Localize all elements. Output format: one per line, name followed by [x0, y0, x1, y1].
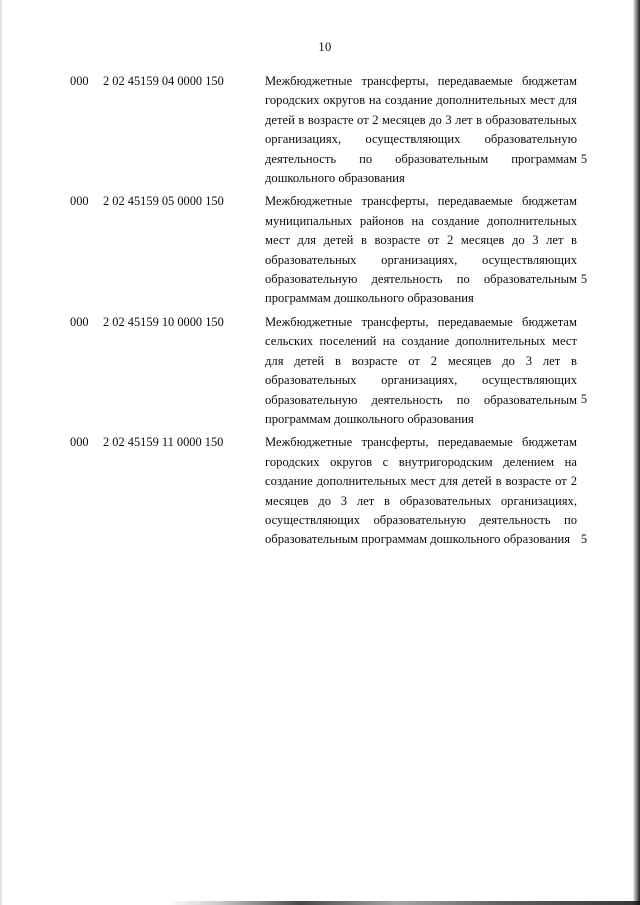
budget-classification-code-cell: 2 02 45159 04 0000 150 [103, 74, 224, 88]
annex-reference-cell: 5 [580, 532, 588, 547]
page-number-value: 10 [318, 40, 332, 54]
table-row [0, 192, 640, 308]
table-row [0, 313, 640, 429]
budget-classification-code-cell: 2 02 45159 11 0000 150 [103, 435, 224, 450]
table-row [0, 433, 640, 549]
budget-classification-code-cell: 2 02 45159 05 0000 150 [103, 194, 224, 209]
annex-reference-cell: 5 [580, 272, 588, 287]
annex-reference-cell: 5 [580, 392, 588, 407]
budget-classification-code-cell: 2 02 45159 10 0000 150 [103, 314, 224, 329]
table-row [0, 72, 640, 188]
admin-code-cell: 000 [70, 314, 89, 329]
item-name-cell: Межбюджетные трансферты, передаваемые бюджетам городских округов на создание дополнительных мест для детей в возрасте от 2 месяцев до 3 лет в образовательных организациях, осуществляющих образовательную деятельность по образовательным программам дошкольного образования [265, 74, 577, 186]
budget-classification-table [0, 72, 640, 554]
admin-code-cell: 000 [70, 194, 89, 209]
page-number [0, 40, 640, 55]
scan-edge-bottom [0, 901, 640, 905]
item-name-cell: Межбюджетные трансферты, передаваемые бюджетам городских округов с внутригородским делением на создание дополнительных мест для детей в возрасте от 2 месяцев до 3 лет в образовательных организациях, осуществляющих образовательную деятельность по образовательным программам дошкольного образования [265, 435, 577, 547]
item-name-cell: Межбюджетные трансферты, передаваемые бюджетам сельских поселений на создание дополнительных мест для детей в возрасте от 2 месяцев до 3 лет в образовательных организациях, осуществляющих образовательную деятельность по образовательным программам дошкольного образования [265, 314, 577, 426]
admin-code-cell: 000 [70, 74, 89, 88]
annex-reference-cell: 5 [580, 151, 588, 166]
admin-code-cell: 000 [70, 435, 89, 450]
item-name-cell: Межбюджетные трансферты, передаваемые бюджетам муниципальных районов на создание дополнительных мест для детей в возрасте от 2 месяцев до 3 лет в образовательных организациях, осуществляющих образовательную деятельность по образовательным программам дошкольного образования [265, 194, 577, 306]
